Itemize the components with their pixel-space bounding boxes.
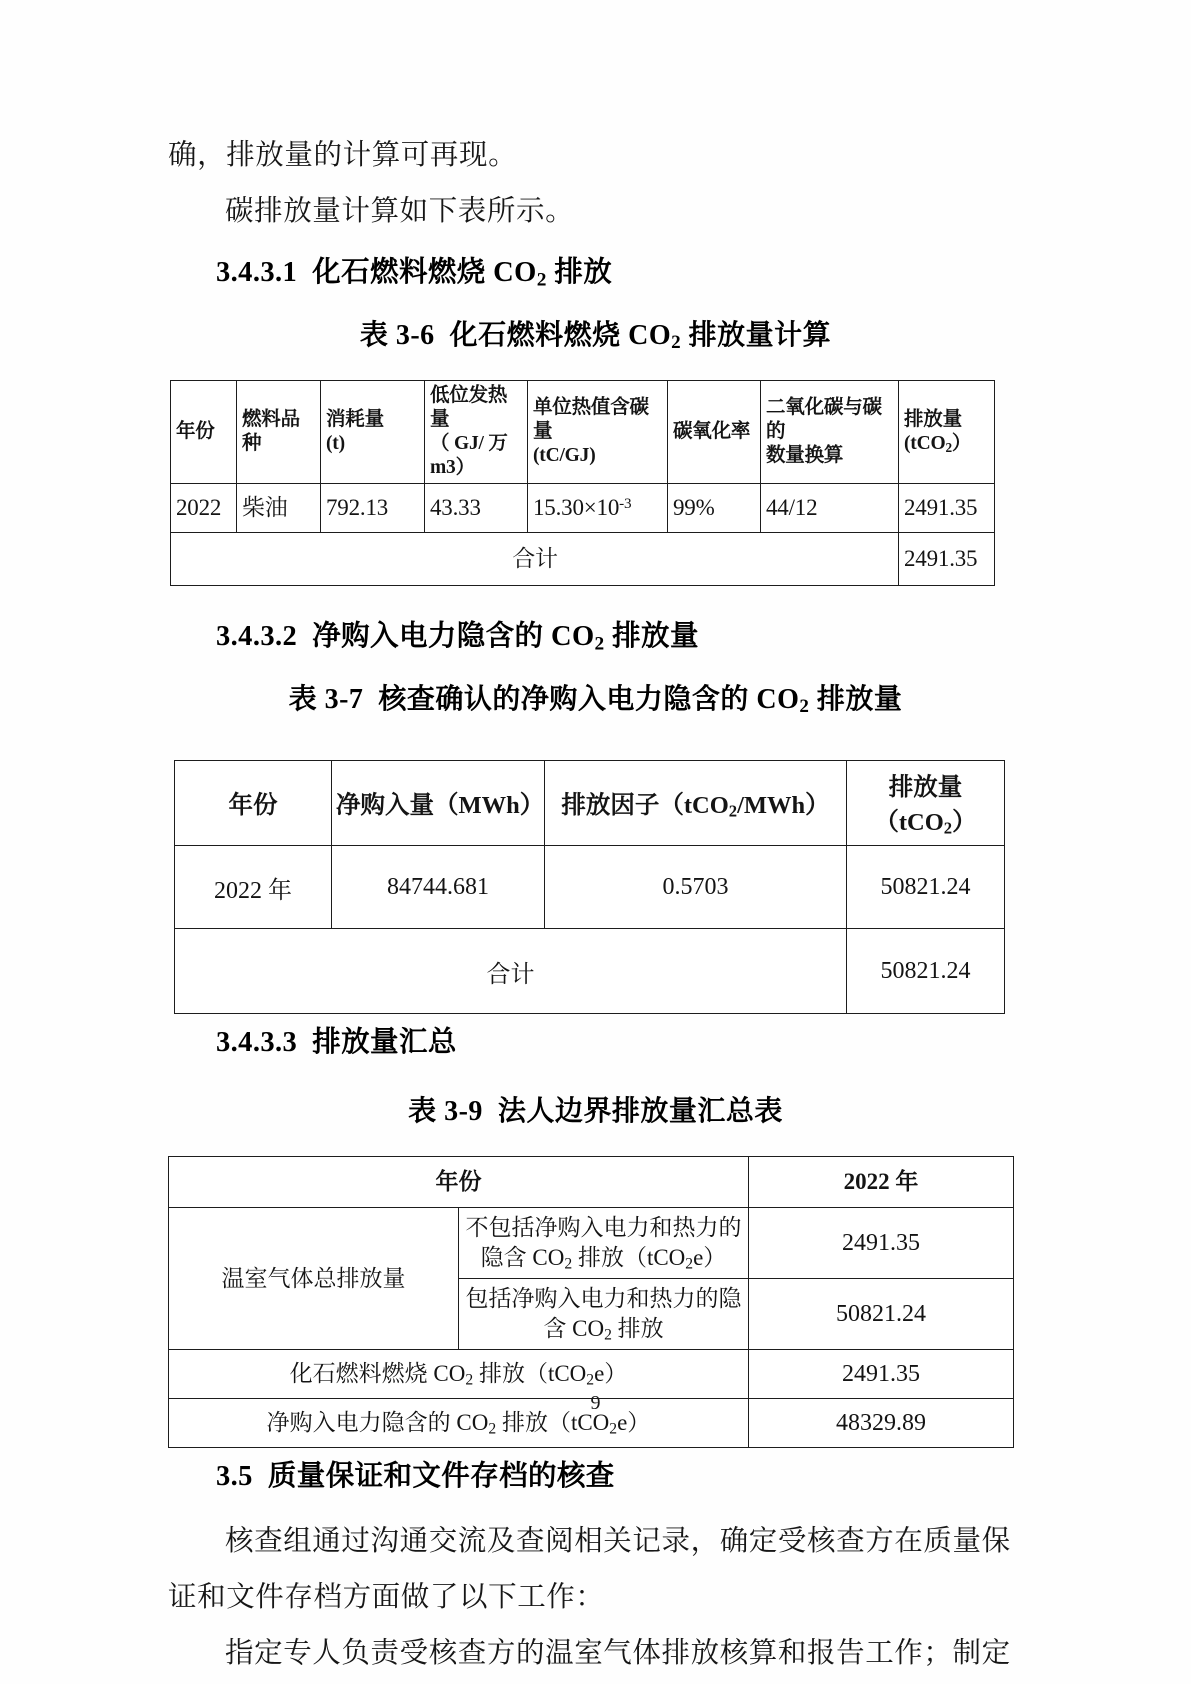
td37-emission-factor: 0.5703 [545, 846, 847, 929]
heading-3-5-title: 质量保证和文件存档的核查 [267, 1461, 615, 1492]
heading-3-4-3-3-number: 3.4.3.3 [216, 1027, 298, 1058]
th-emission-l2: (tCO$_2$） [904, 433, 972, 455]
th-heating-value-l1: 低位发热量 [430, 385, 508, 430]
td39-value-excluding: 2491.35 [749, 1208, 1014, 1279]
th-year: 年份 [171, 381, 237, 484]
heading-3-4-3-1-number: 3.4.3.1 [216, 257, 298, 288]
td39-label-excluding-l2: 隐含 $CO_2$ 排放（tCO$_2$e） [480, 1245, 727, 1273]
td39-value-including: 50821.24 [749, 1279, 1014, 1350]
caption-table-3-9-number: 表 3-9 [408, 1096, 483, 1127]
para-3-5-line-2: 证和文件存档方面做了以下工作： [168, 1582, 605, 1613]
th-heating-value-l2: （ GJ/ 万 [430, 433, 508, 454]
page-number: 9 [590, 1392, 601, 1414]
td-fuel-type: 柴油 [237, 484, 321, 533]
th-oxidation-rate: 碳氧化率 [668, 381, 761, 484]
th-emission [899, 381, 995, 484]
td37-total-value: 50821.24 [847, 929, 1005, 1014]
th37-emission-factor: 排放因子（tCO$_2$/MWh） [545, 761, 847, 846]
heading-3-4-3-3-title: 排放量汇总 [312, 1027, 457, 1058]
th-co2-carbon-ratio-l1: 二氧化碳与碳的 [766, 397, 882, 442]
caption-table-3-7-title: 核查确认的净购入电力隐含的 $CO_2$ 排放量 [370, 684, 903, 718]
caption-table-3-6-number: 表 3-6 [359, 320, 435, 351]
table-3-7-data-row [175, 846, 1005, 929]
caption-table-3-6 [168, 312, 1023, 360]
td-carbon-content-base: 15.30×10 [533, 495, 620, 520]
th-consumption-l1: 消耗量 [326, 409, 384, 430]
td39-label-excluding-l1: 不包括净购入电力和热力的 [465, 1215, 742, 1240]
th-fuel-type: 燃料品种 [237, 381, 321, 484]
td39-label-excluding [459, 1208, 749, 1279]
td39-value-electricity: 48329.89 [749, 1399, 1014, 1448]
td39-group-label: 温室气体总排放量 [169, 1208, 459, 1350]
table-3-7-total-row [175, 929, 1005, 1014]
caption-table-3-7-number: 表 3-7 [288, 684, 364, 715]
th37-emission: 排放量（tCO$_2$） [847, 761, 1005, 846]
page-content [168, 0, 1023, 1682]
heading-3-4-3-2 [168, 612, 1023, 662]
th37-net-purchase: 净购入量（MWh） [332, 761, 545, 846]
th-co2-carbon-ratio-l2: 数量换算 [766, 445, 844, 466]
th-emission-l1: 排放量 [904, 409, 962, 430]
intro-line-2: 碳排放量计算如下表所示。 [225, 196, 575, 227]
table-3-6 [170, 380, 995, 586]
td-total-value: 2491.35 [899, 533, 995, 586]
td39-label-including [459, 1279, 749, 1350]
heading-3-5 [168, 1452, 1023, 1502]
td-carbon-content-exponent: -3 [619, 495, 632, 513]
td37-year: 2022 年 [175, 846, 332, 929]
td-emission: 2491.35 [899, 484, 995, 533]
td39-label-fossil: 化石燃料燃烧 $CO_2$ 排放（tCO$_2$e） [169, 1350, 749, 1399]
table-3-6-total-row [171, 533, 995, 586]
th-consumption-l2: (t) [326, 433, 345, 454]
td39-label-including-l2: 含 $CO_2$ 排放 [543, 1316, 664, 1344]
heading-3-4-3-2-number: 3.4.3.2 [216, 621, 298, 652]
th-co2-carbon-ratio [761, 381, 899, 484]
td39-label-electricity: 净购入电力隐含的 $CO_2$ 排放（tCO$_2$e） [169, 1399, 749, 1448]
td37-net-purchase: 84744.681 [332, 846, 545, 929]
caption-table-3-9 [168, 1088, 1023, 1136]
th39-year-label: 年份 [169, 1157, 749, 1208]
th-heating-value [425, 381, 528, 484]
table-3-6-data-row [171, 484, 995, 533]
caption-table-3-6-title: 化石燃料燃烧 $CO_2$ 排放量计算 [442, 320, 832, 354]
th-heating-value-l3: m3） [430, 457, 475, 478]
para-3-5-line-3: 指定专人负责受核查方的温室气体排放核算和报告工作；制定 [225, 1638, 1011, 1669]
caption-table-3-9-title: 法人边界排放量汇总表 [497, 1096, 783, 1127]
table-3-6-header-row [171, 381, 995, 484]
th37-year: 年份 [175, 761, 332, 846]
th-carbon-content-l2: (tC/GJ) [533, 445, 596, 466]
table-3-7-header-row [175, 761, 1005, 846]
heading-3-4-3-1-title: 化石燃料燃烧 $CO_2$ 排放 [304, 257, 613, 291]
table-3-7 [174, 760, 1005, 1014]
para-3-5-line-1: 核查组通过沟通交流及查阅相关记录，确定受核查方在质量保 [225, 1526, 1011, 1557]
td-co2-carbon-ratio: 44/12 [761, 484, 899, 533]
th-consumption [321, 381, 425, 484]
td39-label-including-l1: 包括净购入电力和热力的隐 [465, 1286, 742, 1311]
heading-3-4-3-1 [168, 248, 1023, 298]
td-oxidation-rate: 99% [668, 484, 761, 533]
table-3-9-header-row [169, 1157, 1014, 1208]
intro-line-1: 确，排放量的计算可再现。 [168, 140, 518, 171]
td-heating-value: 43.33 [425, 484, 528, 533]
th-carbon-content-l1: 单位热值含碳量 [533, 397, 649, 442]
td39-value-fossil: 2491.35 [749, 1350, 1014, 1399]
heading-3-4-3-3 [168, 1018, 1023, 1068]
td37-total-label: 合计 [175, 929, 847, 1014]
heading-3-4-3-2-title: 净购入电力隐含的 $CO_2$ 排放量 [304, 621, 699, 655]
th-carbon-content [528, 381, 668, 484]
td-consumption: 792.13 [321, 484, 425, 533]
heading-3-5-number: 3.5 [216, 1461, 253, 1492]
td-carbon-content [528, 484, 668, 533]
table-3-9-row-excluding [169, 1208, 1014, 1279]
td-total-label: 合计 [171, 533, 899, 586]
th39-year-value: 2022 年 [749, 1157, 1014, 1208]
caption-table-3-7 [168, 676, 1023, 724]
td-year: 2022 [171, 484, 237, 533]
td37-emission: 50821.24 [847, 846, 1005, 929]
